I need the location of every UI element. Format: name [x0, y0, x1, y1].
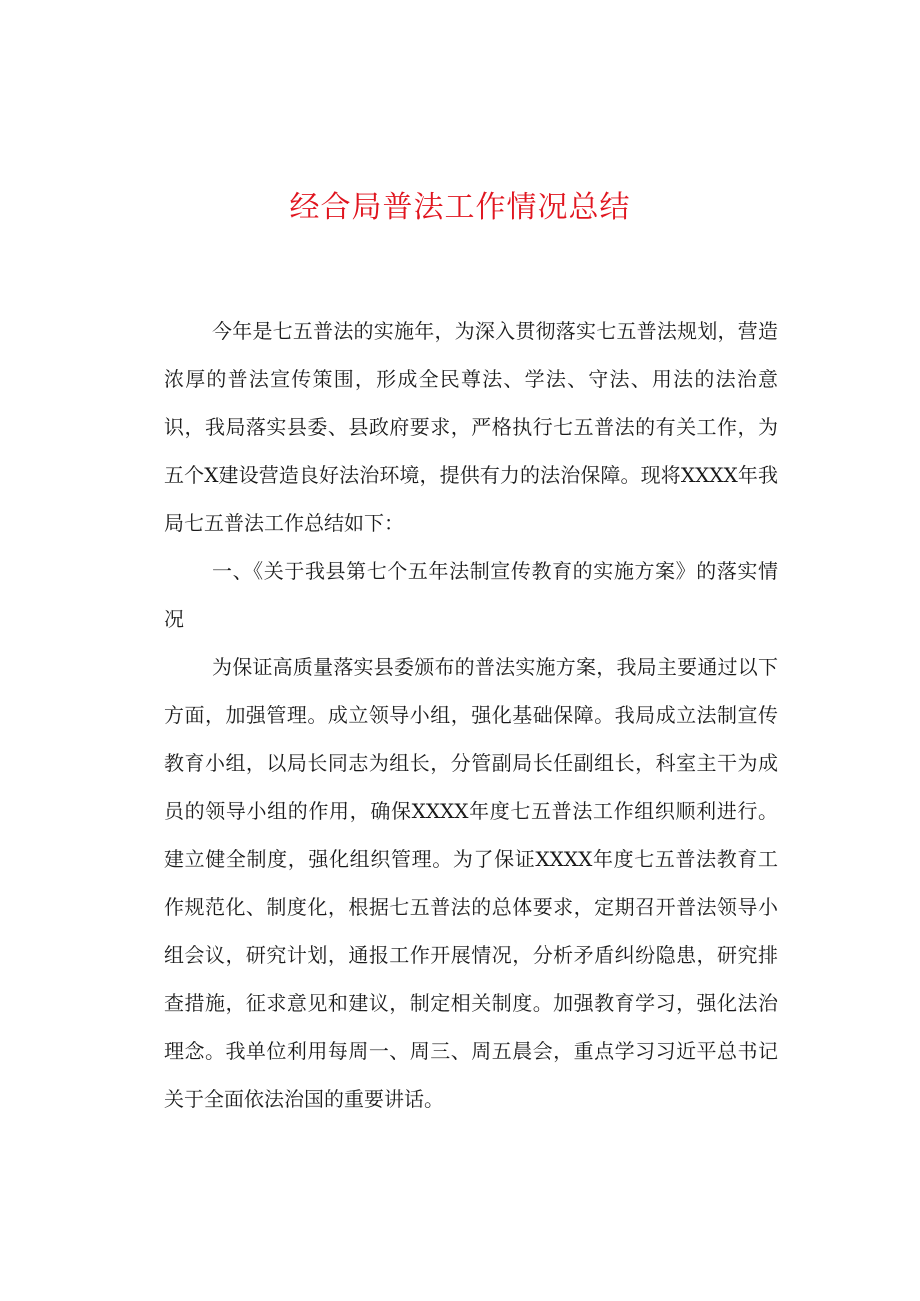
paragraph-section-1: 为保证高质量落实县委颁布的普法实施方案，我局主要通过以下方面，加强管理。成立领导小组，强化基础保障。我局成立法制宣传教育小组，以局长同志为组长，分管副局长任副组长，科室主干为成员的领导小组的作用，确保XXXX年度七五普法工作组织顺利进行。建立健全制度，强化组织管理。为了保证XXXX年度七五普法教育工作规范化、制度化，根据七五普法的总体要求，定期召开普法领导小组会议，研究计划，通报工作开展情况，分析矛盾纠纷隐患，研究排查措施，征求意见和建议，制定相关制度。加强教育学习，强化法治理念。我单位利用每周一、周三、周五晨会，重点学习习近平总书记关于全面依法治国的重要讲话。 [164, 655, 778, 1111]
paragraph-intro: 今年是七五普法的实施年，为深入贯彻落实七五普法规划，营造浓厚的普法宣传策围，形成全民尊法、学法、守法、用法的法治意识，我局落实县委、县政府要求，严格执行七五普法的有关工作，为五个X建设营造良好法治环境，提供有力的法治保障。现将XXXX年我局七五普法工作总结如下： [164, 319, 778, 535]
document-title: 经合局普法工作情况总结 [289, 190, 631, 225]
section-heading-1: 一、《关于我县第七个五年法制宣传教育的实施方案》的落实情况 [164, 559, 778, 631]
document-body [164, 307, 778, 1123]
